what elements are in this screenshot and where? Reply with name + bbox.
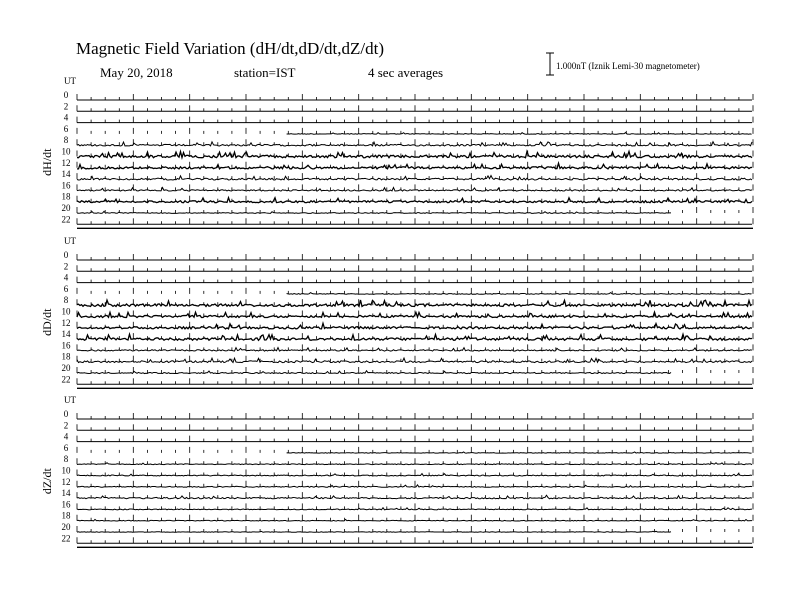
hour-label: 20 xyxy=(61,203,71,213)
hour-label: 2 xyxy=(63,261,69,272)
chart-date: May 20, 2018 xyxy=(100,65,173,80)
hour-label: 10 xyxy=(61,465,71,476)
hour-label: 0 xyxy=(63,90,69,100)
hour-label: 18 xyxy=(61,191,71,202)
hour-label: 14 xyxy=(61,329,71,340)
hour-label: 0 xyxy=(63,409,69,419)
hour-label: 22 xyxy=(61,533,71,544)
averaging-label: 4 sec averages xyxy=(368,65,444,80)
hour-label: 6 xyxy=(63,283,69,294)
hour-label: 10 xyxy=(61,146,71,157)
hour-label: 16 xyxy=(61,180,71,191)
hour-label: 18 xyxy=(61,510,71,521)
hour-label: 16 xyxy=(61,340,71,351)
hour-label: 8 xyxy=(63,135,69,146)
hour-label: 12 xyxy=(61,157,71,168)
hour-label: 0 xyxy=(63,250,69,260)
panel-ylabel: dD/dt xyxy=(40,308,54,336)
ut-label: UT xyxy=(64,236,76,246)
hour-label: 22 xyxy=(61,374,71,385)
hour-label: 2 xyxy=(63,101,69,112)
chart-title: Magnetic Field Variation (dH/dt,dD/dt,dZ/dt) xyxy=(76,39,385,58)
hour-label: 4 xyxy=(63,431,69,442)
hour-label: 12 xyxy=(61,317,71,328)
hour-label: 14 xyxy=(61,488,71,499)
hour-label: 22 xyxy=(61,214,71,225)
hour-label: 8 xyxy=(63,295,69,306)
panel-ylabel: dZ/dt xyxy=(40,468,54,495)
ut-label: UT xyxy=(64,76,76,86)
hour-label: 14 xyxy=(61,169,71,180)
hour-label: 4 xyxy=(63,272,69,283)
hour-label: 6 xyxy=(63,442,69,453)
hour-label: 12 xyxy=(61,476,71,487)
hour-label: 16 xyxy=(61,499,71,510)
station-label: station=IST xyxy=(234,65,296,80)
hour-label: 10 xyxy=(61,306,71,317)
panel-ylabel: dH/dt xyxy=(40,148,54,176)
hour-label: 4 xyxy=(63,112,69,123)
hour-label: 2 xyxy=(63,420,69,431)
scale-bar-label: 1.000nT (Iznik Lemi-30 magnetometer) xyxy=(556,61,700,71)
ut-label: UT xyxy=(64,395,76,405)
hour-label: 6 xyxy=(63,123,69,134)
hour-label: 20 xyxy=(61,363,71,373)
hour-label: 8 xyxy=(63,454,69,465)
hour-label: 18 xyxy=(61,351,71,362)
hour-label: 20 xyxy=(61,522,71,532)
